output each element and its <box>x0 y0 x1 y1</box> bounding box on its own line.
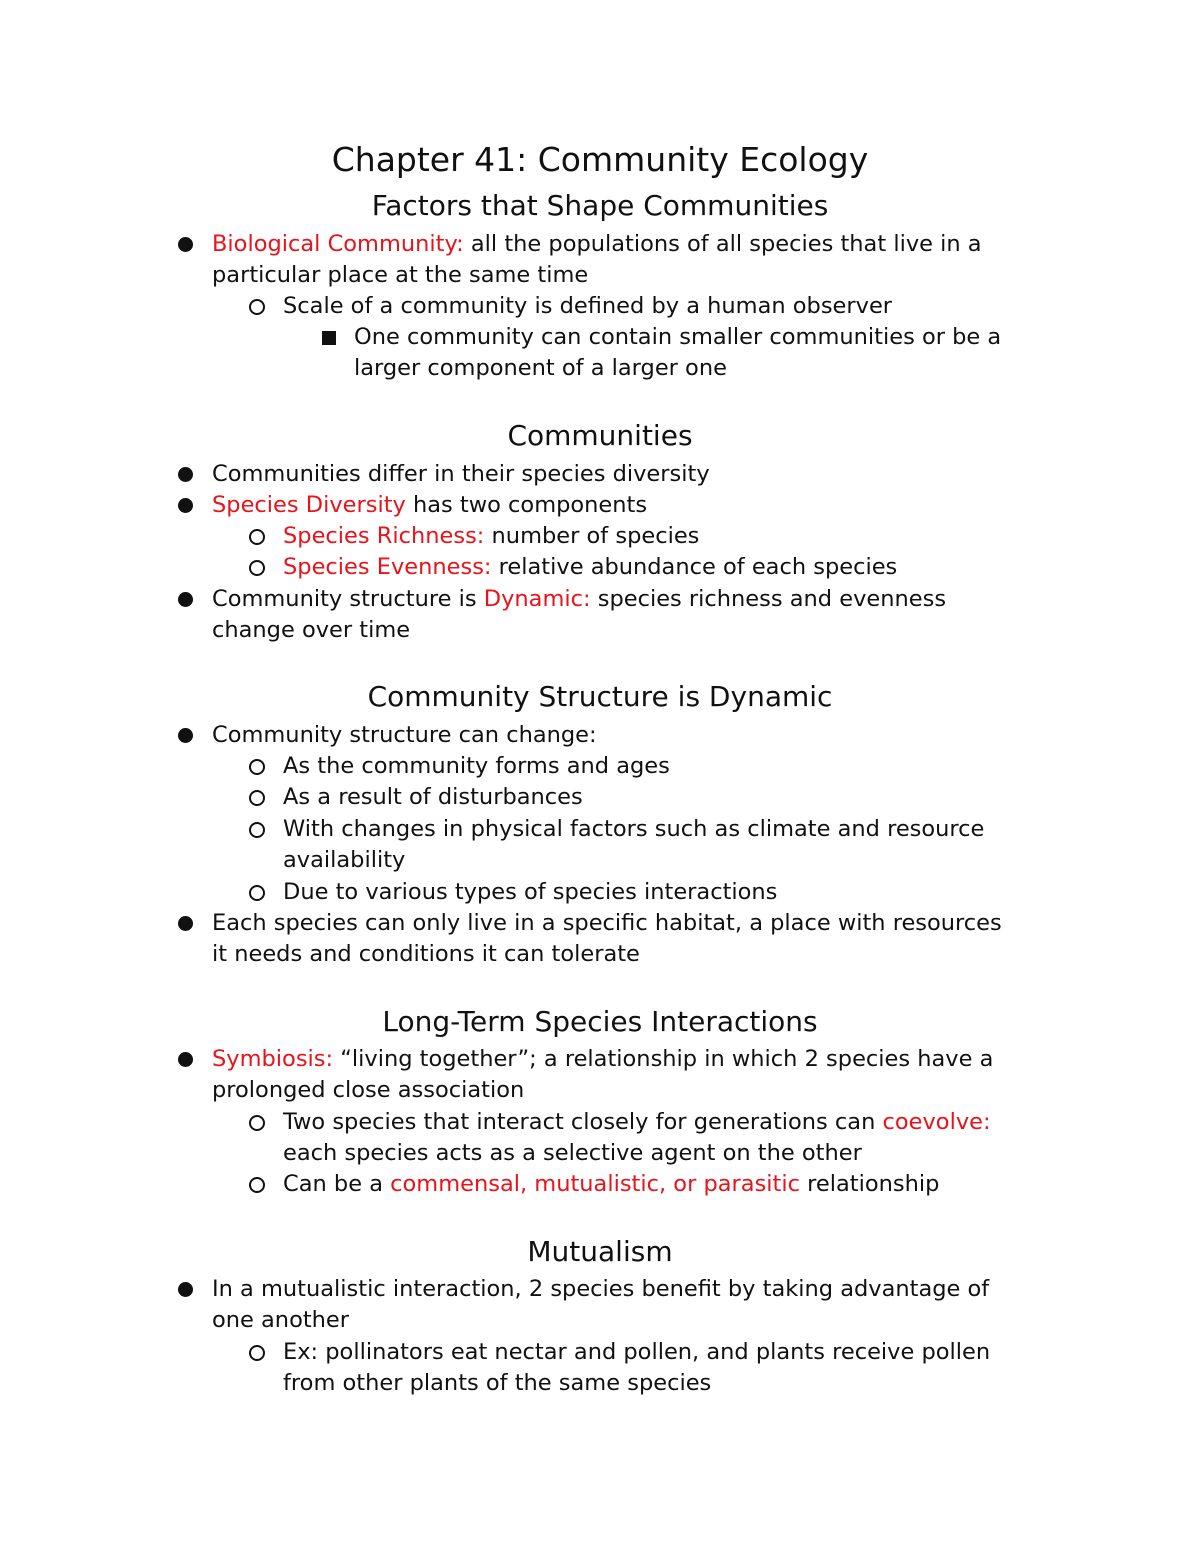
term: coevolve: <box>882 1109 991 1135</box>
circle-bullet-icon <box>249 822 265 838</box>
item-text: In a mutualistic interaction, 2 species benefit by taking advantage of <box>212 1276 990 1302</box>
item-text: relationship <box>800 1171 940 1197</box>
item-text: With changes in physical factors such as climate and resource <box>283 816 985 842</box>
circle-bullet-icon <box>249 560 265 576</box>
circle-bullet-icon <box>249 1345 265 1361</box>
item-text: As a result of disturbances <box>283 784 583 810</box>
item-text-continued: each species acts as a selective agent on the other <box>283 1140 862 1167</box>
disc-bullet-icon <box>178 467 193 482</box>
list-item <box>283 1337 990 1400</box>
item-text: One community can contain smaller communities or be a <box>354 324 1002 350</box>
item-text: Due to various types of species interactions <box>283 879 778 905</box>
list-item <box>212 584 946 647</box>
circle-bullet-icon <box>249 790 265 806</box>
term: Species Diversity <box>212 492 406 518</box>
circle-bullet-icon <box>249 759 265 775</box>
circle-bullet-icon <box>249 885 265 901</box>
item-text: relative abundance of each species <box>491 554 898 580</box>
list-item <box>212 1274 989 1337</box>
term: Dynamic: <box>483 586 591 612</box>
item-text-continued: from other plants of the same species <box>283 1370 712 1397</box>
disc-bullet-icon <box>178 728 193 743</box>
circle-bullet-icon <box>249 529 265 545</box>
item-text: has two components <box>405 492 648 518</box>
list-item <box>283 782 583 813</box>
circle-bullet-icon <box>249 299 265 315</box>
disc-bullet-icon <box>178 916 193 931</box>
item-text: species richness and evenness <box>590 586 947 612</box>
square-bullet-icon <box>322 331 336 345</box>
item-text: “living together”; a relationship in which 2 species have a <box>333 1046 994 1072</box>
item-text: all the populations of all species that live in a <box>463 231 982 257</box>
list-item <box>283 291 892 322</box>
list-item <box>212 490 647 521</box>
list-item <box>283 1169 939 1200</box>
list-item <box>283 1107 991 1170</box>
list-item <box>283 751 670 782</box>
disc-bullet-icon <box>178 498 193 513</box>
list-item <box>354 322 1001 385</box>
circle-bullet-icon <box>249 1177 265 1193</box>
list-item <box>212 720 597 751</box>
list-item <box>212 229 982 292</box>
item-text: Each species can only live in a specific habitat, a place with resources <box>212 910 1002 936</box>
item-text: Ex: pollinators eat nectar and pollen, and plants receive pollen <box>283 1339 991 1365</box>
item-text: number of species <box>484 523 700 549</box>
item-text-pre: Community structure is <box>212 586 484 612</box>
item-text-pre: Two species that interact closely for generations can <box>283 1109 883 1135</box>
section-heading-long-term: Long-Term Species Interactions <box>382 1005 818 1038</box>
item-text-continued: particular place at the same time <box>212 262 589 289</box>
section-heading-factors: Factors that Shape Communities <box>371 189 829 222</box>
item-text-continued: change over time <box>212 617 411 644</box>
item-text: As the community forms and ages <box>283 753 670 779</box>
list-item <box>212 1044 993 1107</box>
document-title: Chapter 41: Community Ecology <box>331 140 869 179</box>
term: Species Evenness: <box>283 554 492 580</box>
list-item <box>283 552 897 583</box>
item-text-continued: prolonged close association <box>212 1077 525 1104</box>
item-text-continued: one another <box>212 1307 350 1334</box>
section-heading-dynamic: Community Structure is Dynamic <box>367 680 833 713</box>
section-heading-communities: Communities <box>507 419 693 452</box>
item-text-continued: larger component of a larger one <box>354 355 727 382</box>
list-item <box>212 908 1002 971</box>
term: commensal, mutualistic, or parasitic <box>390 1171 800 1197</box>
item-text: Scale of a community is defined by a human observer <box>283 293 893 319</box>
item-text-continued: availability <box>283 847 406 874</box>
disc-bullet-icon <box>178 1282 193 1297</box>
disc-bullet-icon <box>178 237 193 252</box>
section-heading-mutualism: Mutualism <box>527 1235 673 1268</box>
list-item <box>212 459 710 490</box>
disc-bullet-icon <box>178 592 193 607</box>
term: Biological Community: <box>212 231 464 257</box>
term: Species Richness: <box>283 523 485 549</box>
item-text: Communities differ in their species diversity <box>212 461 710 487</box>
item-text-continued: it needs and conditions it can tolerate <box>212 941 640 968</box>
term: Symbiosis: <box>212 1046 334 1072</box>
disc-bullet-icon <box>178 1052 193 1067</box>
list-item <box>283 877 777 908</box>
circle-bullet-icon <box>249 1115 265 1131</box>
item-text-pre: Can be a <box>283 1171 391 1197</box>
list-item <box>283 814 984 877</box>
list-item <box>283 521 699 552</box>
item-text: Community structure can change: <box>212 722 597 748</box>
